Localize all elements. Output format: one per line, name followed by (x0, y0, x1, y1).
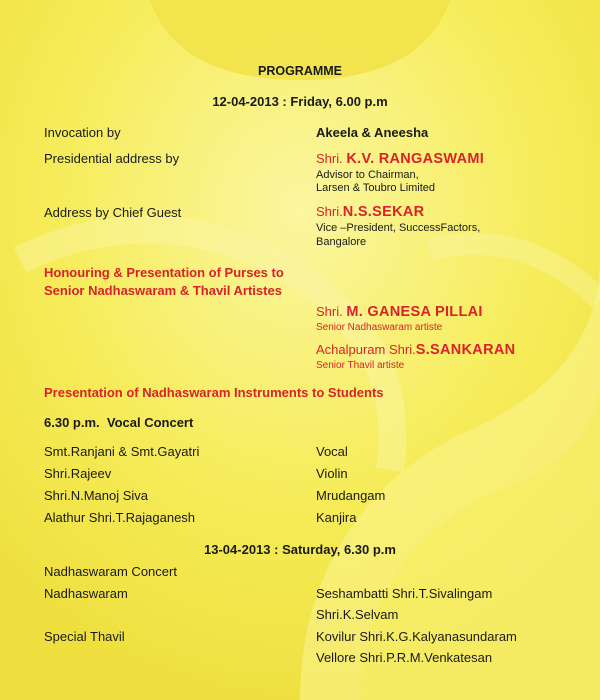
vocal-concert-heading: 6.30 p.m. Vocal Concert (44, 415, 194, 430)
presidential-desig-1: Advisor to Chairman, (316, 169, 419, 181)
vocal-row-1-artist: Smt.Ranjani & Smt.Gayatri (44, 444, 200, 459)
artiste-2 (316, 341, 515, 359)
day2-row-3-left: Special Thavil (44, 629, 125, 644)
day1-date-line: 12-04-2013 : Friday, 6.00 p.m (212, 94, 388, 109)
chief-guest-desig-2: Bangalore (316, 236, 367, 248)
chief-guest-speaker (316, 203, 424, 221)
honouring-heading-2: Senior Nadhaswaram & Thavil Artistes (44, 283, 282, 298)
vocal-row-4-artist: Alathur Shri.T.Rajaganesh (44, 510, 196, 525)
chief-guest-label: Address by Chief Guest (44, 205, 182, 220)
day2-row-1-left: Nadhaswaram (44, 586, 128, 601)
vocal-row-1-instrument: Vocal (316, 444, 348, 459)
artiste-1-role: Senior Nadhaswaram artiste (316, 322, 443, 333)
chief-guest-prefix: Shri. (316, 204, 343, 219)
vocal-row-4-instrument: Kanjira (316, 510, 357, 525)
day2-row-2-right: Shri.K.Selvam (316, 607, 399, 622)
vocal-row-3-instrument: Mrudangam (316, 488, 386, 503)
day2-row-4-right: Vellore Shri.P.R.M.Venkatesan (316, 650, 493, 665)
day2-date-line: 13-04-2013 : Saturday, 6.30 p.m (204, 542, 396, 557)
vocal-row-2-artist: Shri.Rajeev (44, 466, 112, 481)
invocation-label: Invocation by (44, 125, 121, 140)
vocal-row-2-instrument: Violin (316, 466, 348, 481)
artiste-2-name: S.SANKARAN (415, 342, 516, 358)
day2-row-3-right: Kovilur Shri.K.G.Kalyanasundaram (316, 629, 517, 644)
presidential-prefix: Shri. (316, 151, 347, 166)
artiste-2-role: Senior Thavil artiste (316, 360, 405, 371)
artiste-1-prefix: Shri. (316, 304, 347, 319)
presidential-desig-2: Larsen & Toubro Limited (316, 182, 436, 194)
day2-concert-title: Nadhaswaram Concert (44, 564, 177, 579)
vocal-row-3-artist: Shri.N.Manoj Siva (44, 488, 149, 503)
chief-guest-desig-1: Vice –President, SuccessFactors, (316, 222, 481, 234)
presidential-speaker (316, 150, 484, 168)
honouring-heading-1: Honouring & Presentation of Purses to (44, 265, 284, 280)
artiste-2-prefix: Achalpuram Shri. (316, 342, 416, 357)
chief-guest-name: N.S.SEKAR (342, 204, 425, 220)
artiste-1-name: M. GANESA PILLAI (346, 304, 483, 320)
day2-row-1-right: Seshambatti Shri.T.Sivalingam (316, 586, 493, 601)
presentation-heading: Presentation of Nadhaswaram Instruments to Students (44, 385, 384, 400)
programme-title: PROGRAMME (257, 64, 343, 78)
presidential-label: Presidential address by (44, 151, 180, 166)
invocation-value: Akeela & Aneesha (316, 125, 429, 140)
artiste-1 (316, 303, 483, 321)
presidential-name: K.V. RANGASWAMI (346, 151, 485, 167)
